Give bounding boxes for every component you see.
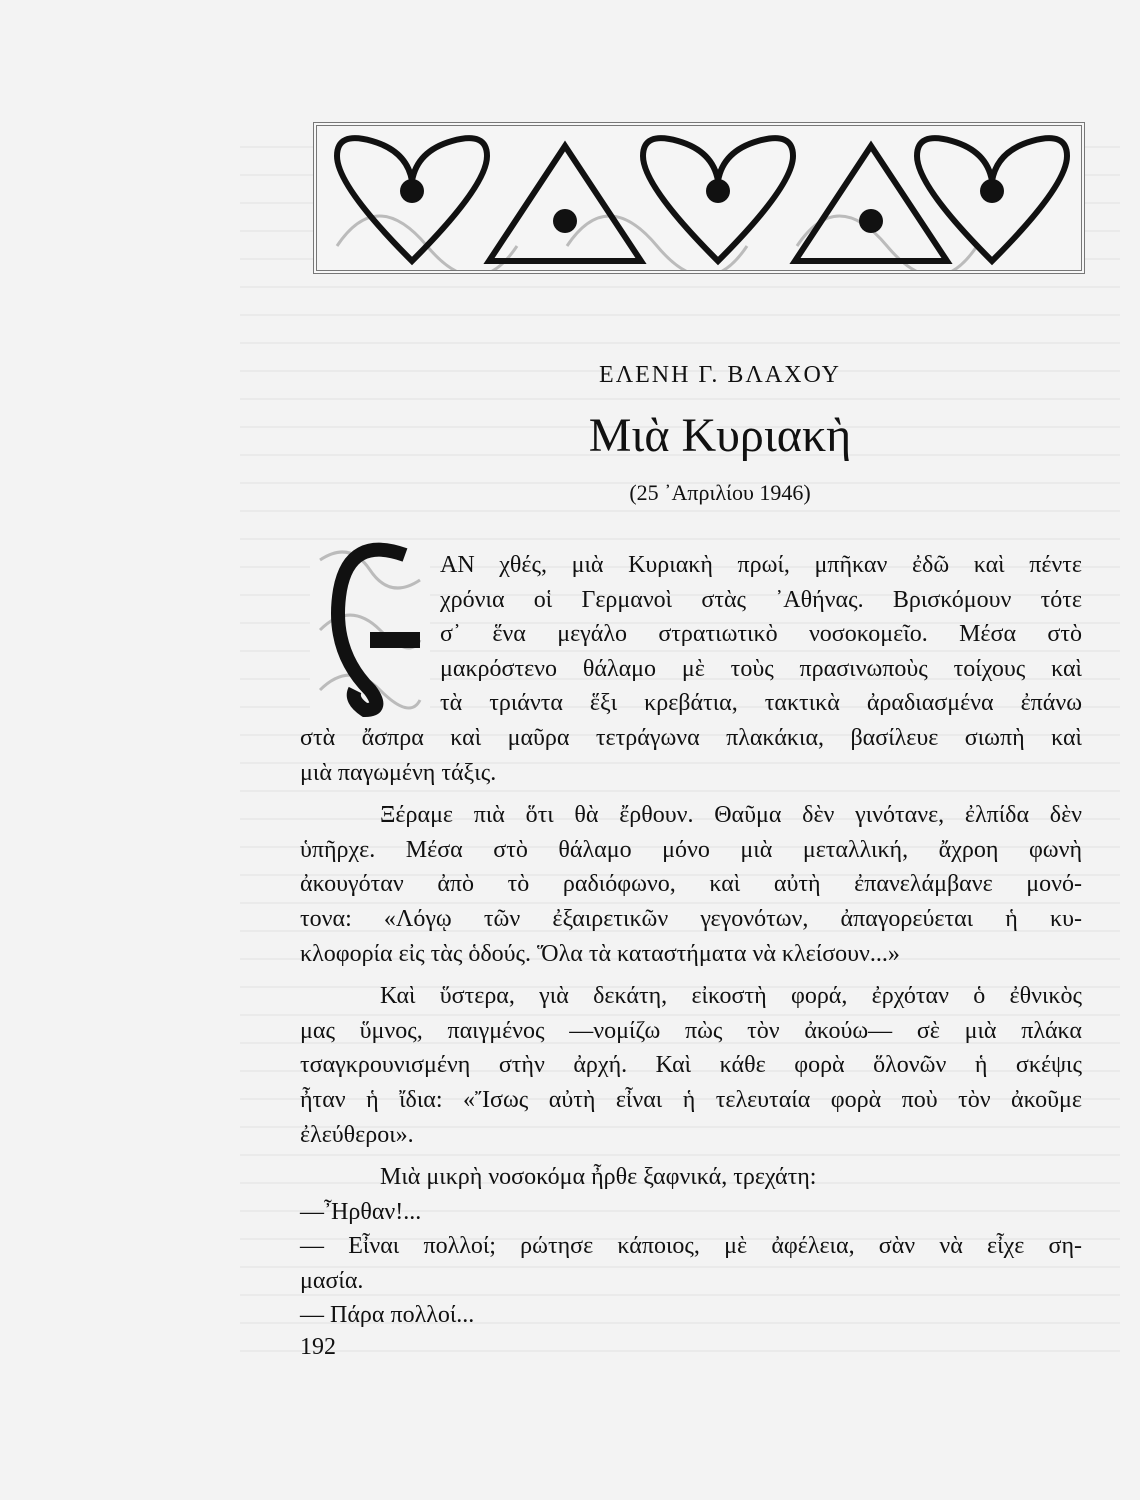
text-line: —Ἦρθαν!... [300,1198,422,1225]
dialogue-1 [300,1195,1082,1230]
text-line: μιὰ παγωμένη τάξις. [300,759,497,786]
text-line: σ᾿ ἕνα μεγάλο στρατιωτικὸ νοσοκομεῖο. Μέσα στὸ [440,621,1082,648]
text-line: μασία. [300,1267,364,1294]
text-line: μας ὕμνος, παιγμένος —νομίζω πὼς τὸν ἀκούω— σὲ μιὰ πλάκα [300,1017,1082,1044]
paragraph-3 [300,979,1082,1152]
text-line: Καὶ ὕστερα, γιὰ δεκάτη, εἰκοστὴ φορά, ἐρχόταν ὁ ἐθνικὸς [380,983,1082,1010]
paragraph-2 [300,798,1082,971]
dialogue-2 [300,1229,1082,1298]
dialogue-3 [300,1298,1082,1333]
text-line: — Εἶναι πολλοί; ρώτησε κάποιος, μὲ ἀφέλεια, σὰν νὰ εἶχε ση- [300,1233,1082,1260]
author-name: ΕΛΕΝΗ Γ. ΒΛΑΧΟΥ [599,362,841,388]
text-line: ΑΝ χθές, μιὰ Κυριακὴ πρωί, μπῆκαν ἐδῶ καὶ πέντε [440,552,1082,578]
text-line: κλοφορία εἰς τὰς ὁδούς. Ὅλα τὰ καταστήματα νὰ κλείσουν...» [300,940,900,967]
text-line: τονα: «Λόγῳ τῶν ἐξαιρετικῶν γεγονότων, ἀπαγορεύεται ἡ κυ- [300,905,1082,932]
ornamental-heart-band-icon [317,126,1081,270]
text-line: ὑπῆρχε. Μέσα στὸ θάλαμο μόνο μιὰ μεταλλική, ἄχροη φωνὴ [300,836,1082,863]
paragraph-1 [300,548,1082,790]
date-line: (25 ᾿Απριλίου 1946) [629,480,811,505]
paragraph-4 [300,1160,1082,1195]
page-title: Μιὰ Κυριακὴ [588,409,852,462]
text-line: στὰ ἄσπρα καὶ μαῦρα τετράγωνα πλακάκια, βασίλευε σιωπὴ καὶ [300,724,1082,751]
text-line: ἦταν ἡ ἴδια: «Ἴσως αὐτὴ εἶναι ἡ τελευταία φορὰ ποὺ τὸν ἀκοῦμε [300,1086,1082,1113]
text-line: ἐλεύθεροι». [300,1121,414,1148]
page-number: 192 [300,1334,336,1360]
text-line: χρόνια οἱ Γερμανοὶ στὰς ᾿Αθήνας. Βρισκόμουν τότε [440,586,1082,613]
text-line: μακρόστενο θάλαμο μὲ τοὺς πρασινωποὺς τοίχους καὶ [440,655,1082,682]
text-line: — Πάρα πολλοί... [300,1302,475,1329]
body-text [300,548,1082,1333]
text-line: τσαγκρουνισμένη στὴν ἀρχή. Καὶ κάθε φορὰ ὅλονῶν ἡ σκέψις [300,1052,1082,1079]
text-line: τὰ τριάντα ἕξι κρεβάτια, τακτικὰ ἀραδιασμένα ἐπάνω [440,690,1082,717]
ornamental-banner [313,122,1085,274]
text-line: Ξέραμε πιὰ ὅτι θὰ ἔρθουν. Θαῦμα δὲν γινότανε, ἐλπίδα δὲν [380,802,1082,829]
text-line: Μιὰ μικρὴ νοσοκόμα ἦρθε ξαφνικά, τρεχάτη: [380,1164,817,1191]
text-line: ἀκουγόταν ἀπὸ τὸ ραδιόφωνο, καὶ αὐτὴ ἐπανελάμβανε μονό- [300,871,1082,898]
